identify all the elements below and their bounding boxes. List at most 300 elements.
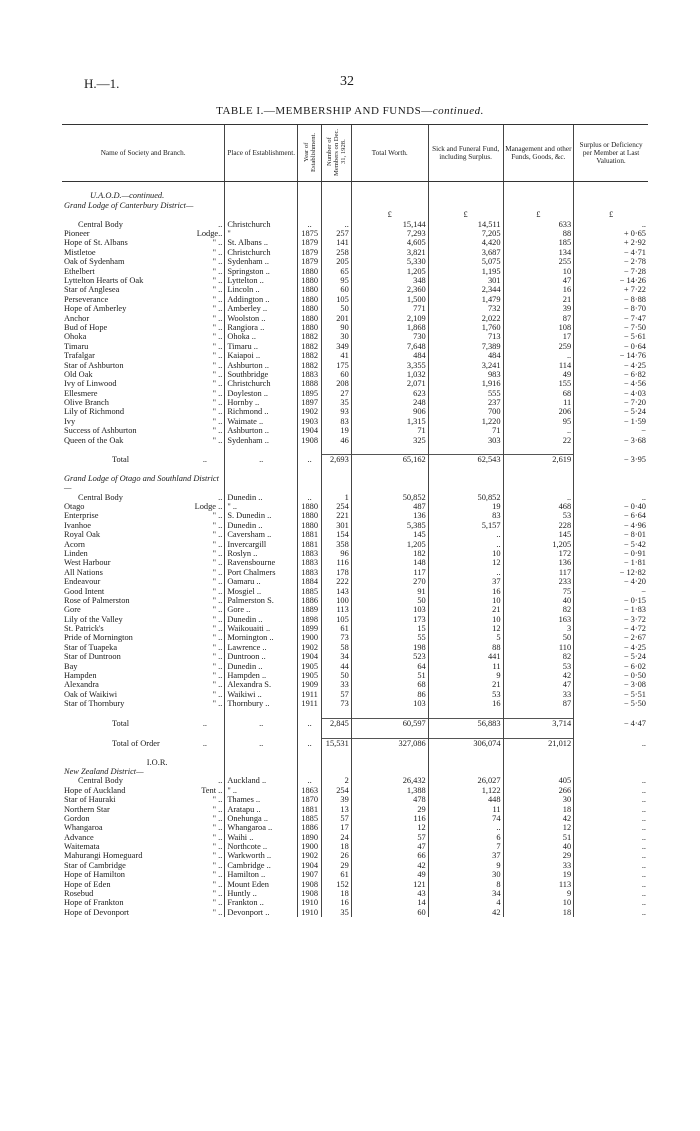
worth-cell: 182 [351,549,428,558]
empty-cell [351,465,428,474]
branch-type: " .. [212,360,223,370]
branch-name-cell [62,662,225,671]
members-cell: 96 [322,549,352,558]
branch-type: " .. [212,699,223,709]
worth-cell: 523 [351,652,428,661]
place-cell: Christchurch [225,379,298,388]
branch-name: Enterprise [64,511,99,521]
place-cell: " [225,229,298,238]
spacer-row [62,748,648,757]
branch-type: " .. [212,832,223,842]
empty-cell [351,182,428,192]
sick-cell: 9 [428,861,503,870]
table-row [62,426,648,435]
branch-name: Ivy [64,416,76,426]
table-row [62,379,648,388]
year-cell: .. [298,776,322,785]
table-row [62,605,648,614]
year-cell: 1885 [298,586,322,595]
empty-cell [225,465,298,474]
branch-name: Ellesmere [64,388,98,398]
mgmt-cell: 42 [503,814,574,823]
branch-type: " .. [212,680,223,690]
mgmt-cell: 22 [503,436,574,445]
order-total-row [62,738,648,748]
surplus-cell: .. [574,823,648,832]
year-cell: 1904 [298,652,322,661]
total-sick: 56,883 [428,718,503,728]
mgmt-cell: 110 [503,643,574,652]
empty-cell [574,474,648,492]
empty-cell [503,748,574,757]
place-cell: Ashburton .. [225,360,298,369]
year-cell: 1881 [298,804,322,813]
empty-cell [298,709,322,719]
year-cell: 1882 [298,360,322,369]
table-row [62,795,648,804]
total-label: Total [112,455,130,465]
table-row [62,511,648,520]
members-cell: 178 [322,568,352,577]
worth-cell: 43 [351,889,428,898]
sick-cell: 301 [428,276,503,285]
mgmt-cell: 49 [503,370,574,379]
branch-name: Lily of the Valley [64,614,123,624]
table-title-italic: continued. [432,105,484,117]
table-row [62,276,648,285]
mgmt-cell: 9 [503,889,574,898]
members-cell: 254 [322,786,352,795]
branch-name: Royal Oak [64,530,101,540]
table-row [62,248,648,257]
surplus-cell: .. [574,814,648,823]
total-sick: 62,543 [428,455,503,465]
branch-type: " .. [212,823,223,833]
mgmt-cell: .. [503,426,574,435]
mgmt-cell: 33 [503,690,574,699]
members-cell: 19 [322,426,352,435]
empty-cell [574,191,648,200]
empty-cell [428,709,503,719]
branch-name-cell [62,407,225,416]
sick-cell: 4,420 [428,238,503,247]
table-row [62,295,648,304]
branch-type: " .. [212,851,223,861]
members-cell: 105 [322,615,352,624]
sick-cell: 30 [428,870,503,879]
table-row [62,238,648,247]
place-cell: Sydenham .. [225,436,298,445]
sick-cell: 11 [428,662,503,671]
empty-cell [574,757,648,766]
place-cell: Huntly .. [225,889,298,898]
surplus-cell: − 1·83 [574,605,648,614]
sick-cell: 26,027 [428,776,503,785]
worth-cell: 42 [351,861,428,870]
mgmt-cell: 633 [503,220,574,229]
branch-name: Hope of Amberley [64,304,127,314]
empty-cell [62,748,225,757]
table-row [62,285,648,294]
branch-type: " .. [212,304,223,314]
place-cell: Lawrence .. [225,643,298,652]
year-cell: 1880 [298,511,322,520]
place-cell: Thames .. [225,795,298,804]
col-year-label: Year of Establishment. [302,132,317,172]
sick-cell: 7 [428,842,503,851]
mgmt-cell: 233 [503,577,574,586]
sick-cell: 555 [428,389,503,398]
mgmt-cell: 75 [503,586,574,595]
empty-cell [503,465,574,474]
branch-name: Oak of Sydenham [64,257,125,267]
members-cell: 105 [322,295,352,304]
mgmt-cell: 53 [503,511,574,520]
currency-row [62,210,648,219]
total-place: .. [225,455,298,465]
members-cell: 39 [322,795,352,804]
branch-name-cell [62,549,225,558]
branch-name-cell [62,267,225,276]
mgmt-cell: 108 [503,323,574,332]
sick-cell: 448 [428,795,503,804]
branch-type: " .. [212,520,223,530]
branch-name: Star of Thornbury [64,699,125,709]
branch-name: West Harbour [64,558,111,568]
branch-type: " .. [212,530,223,540]
empty-cell [503,709,574,719]
branch-type: " .. [212,689,223,699]
empty-cell [428,728,503,738]
total-members: 15,531 [322,738,352,748]
year-cell: 1911 [298,699,322,708]
branch-name-cell [62,699,225,708]
members-cell: 73 [322,633,352,642]
worth-cell: 5,330 [351,257,428,266]
year-cell: .. [298,220,322,229]
place-cell: Aratapu .. [225,804,298,813]
empty-cell [322,210,352,219]
empty-cell [298,191,322,200]
surplus-cell: − 4·72 [574,624,648,633]
branch-name: Waitemata [64,842,100,852]
sick-cell: 237 [428,398,503,407]
place-cell: Dunedin .. [225,493,298,502]
mgmt-cell: 33 [503,861,574,870]
surplus-cell: − 7·20 [574,398,648,407]
worth-cell: 4,605 [351,238,428,247]
branch-type: Tent .. [201,785,223,795]
branch-name: Oak of Waikiwi [64,689,118,699]
table-row [62,823,648,832]
surplus-cell: .. [574,842,648,851]
table-row [62,220,648,229]
branch-name-cell [62,389,225,398]
surplus-cell: − 14·76 [574,351,648,360]
sick-cell: 2,344 [428,285,503,294]
members-cell: 221 [322,511,352,520]
surplus-cell: − 5·24 [574,407,648,416]
total-dots: .. [202,738,207,748]
year-cell: 1883 [298,549,322,558]
sick-cell: 34 [428,889,503,898]
total-year: .. [298,455,322,465]
mgmt-cell: 47 [503,276,574,285]
place-cell: " .. [225,786,298,795]
surplus-cell: − 7·50 [574,323,648,332]
branch-name-cell [62,426,225,435]
year-cell: 1880 [298,285,322,294]
place-cell: Port Chalmers [225,568,298,577]
branch-type: " .. [212,426,223,436]
place-cell: Caversham .. [225,530,298,539]
branch-name: Hope of Auckland [64,785,126,795]
branch-name: Central Body [78,219,123,229]
empty-cell [298,182,322,192]
section-canterbury [62,201,648,210]
otago-total-row [62,718,648,728]
empty-cell [322,201,352,210]
branch-type: " .. [212,369,223,379]
branch-name: Ohoka [64,332,87,342]
branch-type: " .. [212,313,223,323]
branch-type: " .. [212,548,223,558]
place-cell: Palmerston S. [225,596,298,605]
members-cell: 1 [322,493,352,502]
mgmt-cell: 405 [503,776,574,785]
branch-name: Mistletoe [64,247,96,257]
branch-name-cell [62,671,225,680]
table-header-row [62,125,648,182]
members-cell: 57 [322,690,352,699]
surplus-cell: − 5·24 [574,652,648,661]
branch-name-cell [62,804,225,813]
branch-name-cell [62,898,225,907]
branch-type: " .. [212,633,223,643]
branch-name-cell [62,851,225,860]
place-cell: Hornby .. [225,398,298,407]
place-cell: Waikouaiti .. [225,624,298,633]
branch-name-cell [62,795,225,804]
branch-name-cell [62,521,225,530]
table-row [62,690,648,699]
branch-type: " .. [212,595,223,605]
branch-name: Ivy of Linwood [64,379,117,389]
branch-name: Hope of St. Albans [64,238,128,248]
members-cell: 258 [322,248,352,257]
surplus-cell: − 5·50 [574,699,648,708]
branch-name-cell [62,539,225,548]
membership-funds-table [62,124,648,917]
branch-type: " .. [212,898,223,908]
mgmt-cell: 114 [503,360,574,369]
empty-cell [574,445,648,455]
branch-name: Good Intent [64,586,105,596]
table-row [62,842,648,851]
table-row [62,370,648,379]
branch-name-cell [62,861,225,870]
total-label-cell [62,718,225,728]
empty-cell [322,748,352,757]
place-cell: Onehunga .. [225,814,298,823]
surplus-cell: .. [574,851,648,860]
table-row [62,680,648,689]
mgmt-cell: 468 [503,502,574,511]
branch-name-cell [62,398,225,407]
surplus-cell: .. [574,220,648,229]
place-cell: Devonport .. [225,908,298,917]
members-cell: 116 [322,558,352,567]
members-cell: 17 [322,823,352,832]
table-row [62,342,648,351]
mgmt-cell: 88 [503,229,574,238]
sick-cell: 7,389 [428,342,503,351]
members-cell: 73 [322,699,352,708]
place-cell: Lincoln .. [225,285,298,294]
place-cell: Mosgiel .. [225,586,298,595]
worth-cell: 1,315 [351,417,428,426]
worth-cell: 906 [351,407,428,416]
col-place: Place of Establishment. [225,125,298,182]
place-cell: Duntroon .. [225,652,298,661]
year-cell: 1908 [298,880,322,889]
table-body [62,182,648,918]
empty-cell [225,709,298,719]
sick-cell: 10 [428,615,503,624]
table-row [62,521,648,530]
branch-name-cell [62,417,225,426]
mgmt-cell: 172 [503,549,574,558]
worth-cell: 51 [351,671,428,680]
sick-cell: 700 [428,407,503,416]
members-cell: 26 [322,851,352,860]
year-cell: 1879 [298,257,322,266]
table-row [62,671,648,680]
branch-name: Northern Star [64,804,110,814]
place-cell: Frankton .. [225,898,298,907]
empty-cell [351,201,428,210]
members-cell: 50 [322,304,352,313]
surplus-cell: − 14·26 [574,276,648,285]
worth-cell: 348 [351,276,428,285]
worth-cell: 71 [351,426,428,435]
branch-name-cell [62,652,225,661]
branch-name-cell [62,842,225,851]
currency-mgmt: £ [503,210,574,219]
surplus-cell: − 1·59 [574,417,648,426]
table-row [62,833,648,842]
sick-cell: 8 [428,880,503,889]
branch-name-cell [62,351,225,360]
table-row [62,889,648,898]
sick-cell: 484 [428,351,503,360]
col-sick: Sick and Funeral Fund, including Surplus. [428,125,503,182]
table-row [62,493,648,502]
mgmt-cell: 117 [503,568,574,577]
worth-cell: 484 [351,351,428,360]
total-dots: .. [202,718,207,728]
members-cell: 2 [322,776,352,785]
sick-cell: 1,195 [428,267,503,276]
empty-cell [225,210,298,219]
year-cell: 1882 [298,332,322,341]
members-cell: 61 [322,870,352,879]
table-row [62,398,648,407]
branch-name: Star of Hauraki [64,795,116,805]
sick-cell: 71 [428,426,503,435]
empty-cell [428,191,503,200]
place-cell: Northcote .. [225,842,298,851]
branch-type: " .. [212,294,223,304]
mgmt-cell: 53 [503,662,574,671]
sick-cell: 9 [428,671,503,680]
worth-cell: 50,852 [351,493,428,502]
branch-type: " .. [212,642,223,652]
branch-name: Olive Branch [64,398,109,408]
sick-cell: 10 [428,549,503,558]
mgmt-cell: 18 [503,804,574,813]
mgmt-cell: 30 [503,795,574,804]
members-cell: 93 [322,407,352,416]
branch-name: Central Body [78,492,123,502]
empty-cell [298,210,322,219]
empty-cell [503,182,574,192]
branch-type: " .. [212,266,223,276]
members-cell: 201 [322,313,352,322]
worth-cell: 1,500 [351,295,428,304]
worth-cell: 1,388 [351,786,428,795]
branch-name-cell [62,229,225,238]
branch-name: Hampden [64,671,97,681]
sick-cell: 4 [428,898,503,907]
branch-name-cell [62,605,225,614]
worth-cell: 325 [351,436,428,445]
members-cell: .. [322,220,352,229]
worth-cell: 49 [351,870,428,879]
place-cell: Oamaru .. [225,577,298,586]
place-cell: Roslyn .. [225,549,298,558]
branch-name-cell [62,833,225,842]
empty-cell [298,748,322,757]
currency-sick: £ [428,210,503,219]
total-worth: 65,162 [351,455,428,465]
section-nz [62,767,648,776]
table-row [62,861,648,870]
branch-name: Gordon [64,813,90,823]
branch-type: " .. [212,257,223,267]
empty-cell [428,201,503,210]
surplus-cell: − 5·51 [574,690,648,699]
branch-type: " .. [212,614,223,624]
worth-cell: 148 [351,558,428,567]
table-row [62,804,648,813]
branch-name: Ivanhoe [64,520,91,530]
empty-cell [503,191,574,200]
place-cell: Waimate .. [225,417,298,426]
sick-cell: 303 [428,436,503,445]
place-cell: Ashburton .. [225,426,298,435]
worth-cell: 487 [351,502,428,511]
branch-name-cell [62,285,225,294]
total-place: .. [225,738,298,748]
branch-name: Ethelbert [64,266,95,276]
branch-name: Mahurangi Homeguard [64,851,143,861]
empty-cell [225,201,298,210]
year-cell: 1902 [298,407,322,416]
empty-cell [62,465,225,474]
total-label-cell [62,738,225,748]
branch-type: " .. [212,332,223,342]
